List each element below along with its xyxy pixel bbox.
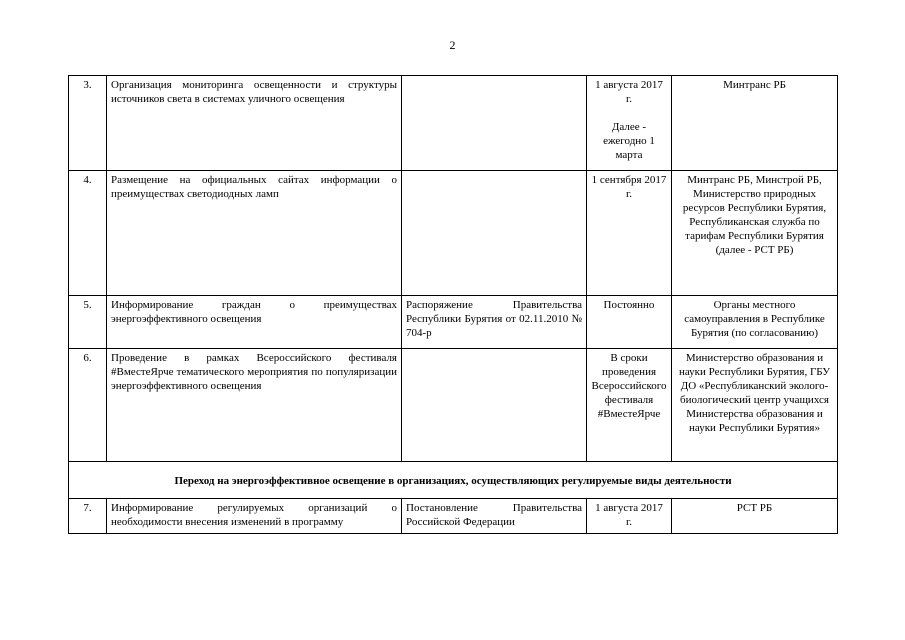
date-cell: Постоянно bbox=[587, 296, 672, 349]
responsible-cell: Министерство образования и науки Республики Бурятия, ГБУ ДО «Республиканский эколого-биологический центр учащихся Министерства образования и науки Республики Бурятия» bbox=[672, 349, 838, 462]
table-row bbox=[69, 76, 838, 171]
responsible-cell: РСТ РБ bbox=[672, 499, 838, 534]
measures-table bbox=[68, 75, 838, 534]
event-cell: Размещение на официальных сайтах информации о преимуществах светодиодных ламп bbox=[107, 171, 402, 296]
date-cell: 1 августа 2017 г. bbox=[587, 499, 672, 534]
responsible-cell: Минтранс РБ, Минстрой РБ, Министерство природных ресурсов Республики Бурятия, Республиканская служба по тарифам Республики Бурятия (далее - РСТ РБ) bbox=[672, 171, 838, 296]
row-number: 4. bbox=[69, 171, 107, 296]
event-cell: Проведение в рамках Всероссийского фестиваля #ВместеЯрче тематического мероприятия по популяризации энергоэффективного освещения bbox=[107, 349, 402, 462]
row-number: 7. bbox=[69, 499, 107, 534]
date-text: 1 августа 2017 г. bbox=[595, 79, 663, 105]
date-cell bbox=[587, 76, 672, 171]
table-row bbox=[69, 499, 838, 534]
row-number: 5. bbox=[69, 296, 107, 349]
document-cell: Распоряжение Правительства Республики Бурятия от 02.11.2010 № 704-р bbox=[402, 296, 587, 349]
document-cell bbox=[402, 171, 587, 296]
date-cell: 1 сентября 2017 г. bbox=[587, 171, 672, 296]
document-cell bbox=[402, 76, 587, 171]
table-row bbox=[69, 171, 838, 296]
table-row bbox=[69, 296, 838, 349]
page-number: 2 bbox=[449, 38, 456, 52]
date-cell: В сроки проведения Всероссийского фестиваля #ВместеЯрче bbox=[587, 349, 672, 462]
row-number: 6. bbox=[69, 349, 107, 462]
table-row bbox=[69, 349, 838, 462]
event-cell: Информирование регулируемых организаций о необходимости внесения изменений в программу bbox=[107, 499, 402, 534]
responsible-cell: Минтранс РБ bbox=[672, 76, 838, 171]
event-cell: Организация мониторинга освещенности и структуры источников света в системах уличного освещения bbox=[107, 76, 402, 171]
document-cell bbox=[402, 349, 587, 462]
row-number: 3. bbox=[69, 76, 107, 171]
responsible-cell: Органы местного самоуправления в Республике Бурятия (по согласованию) bbox=[672, 296, 838, 349]
section-heading-row bbox=[69, 462, 838, 499]
event-cell: Информирование граждан о преимуществах энергоэффективного освещения bbox=[107, 296, 402, 349]
section-heading: Переход на энергоэффективное освещение в организациях, осуществляющих регулируемые виды деятельности bbox=[69, 462, 838, 499]
date-note: Далее - ежегодно 1 марта bbox=[603, 121, 655, 161]
document-cell: Постановление Правительства Российской Федерации bbox=[402, 499, 587, 534]
